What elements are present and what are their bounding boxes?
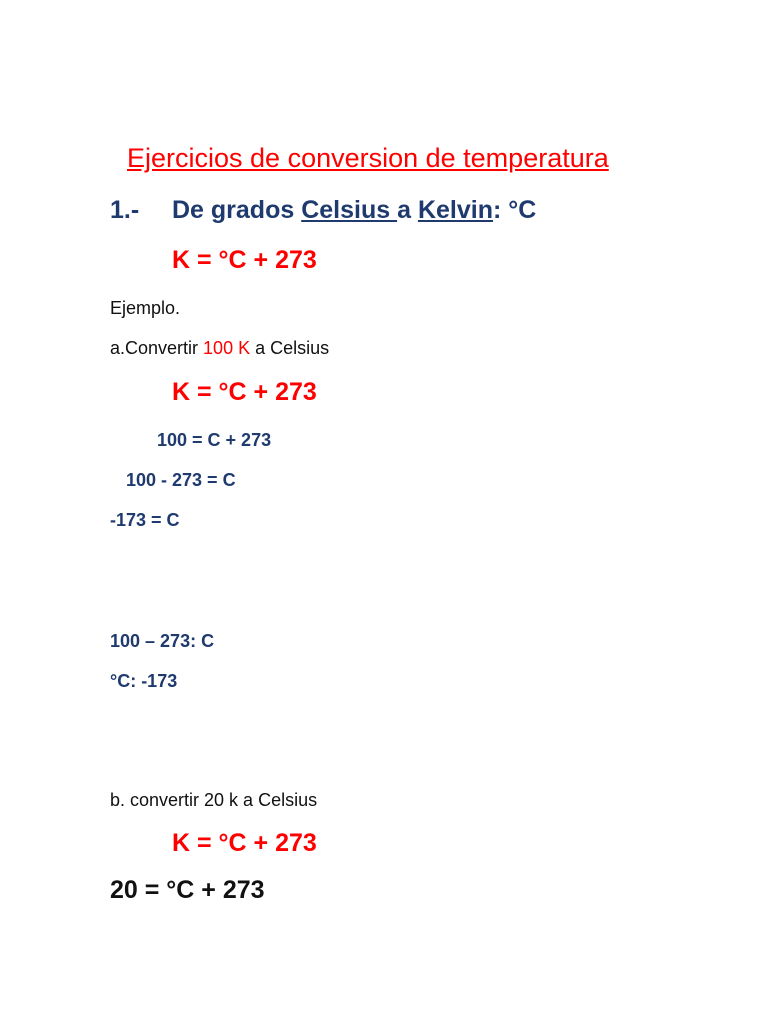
- example-b: b. convertir 20 k a Celsius: [110, 790, 318, 810]
- step-line: 100 – 273: C: [110, 631, 215, 651]
- formula-example-a: K = °C + 273: [172, 378, 317, 406]
- example-a-value: 100 K: [203, 338, 251, 358]
- step-line-b: 20 = °C + 273: [110, 876, 265, 904]
- heading-text-1: De grados: [172, 196, 302, 224]
- formula-example-b: K = °C + 273: [172, 829, 317, 857]
- example-a-prefix: a.Convertir: [110, 338, 204, 358]
- heading-kelvin: Kelvin: [417, 196, 493, 224]
- step-line: -173 = C: [110, 510, 180, 530]
- example-label: Ejemplo.: [110, 298, 181, 318]
- step-line: 100 = C + 273: [157, 430, 272, 450]
- step-line: 100 - 273 = C: [126, 470, 236, 490]
- formula-main: K = °C + 273: [172, 246, 317, 274]
- heading-text-3: : °C: [492, 196, 537, 224]
- example-a-suffix: a Celsius: [250, 338, 330, 358]
- heading-celsius: Celsius: [301, 196, 398, 224]
- section-number: 1.-: [110, 196, 140, 224]
- section-heading: [110, 196, 536, 225]
- heading-text-2: a: [397, 196, 418, 224]
- document-title: Ejercicios de conversion de temperatura: [127, 143, 609, 173]
- step-line: °C: -173: [110, 671, 178, 691]
- example-a: [110, 338, 329, 359]
